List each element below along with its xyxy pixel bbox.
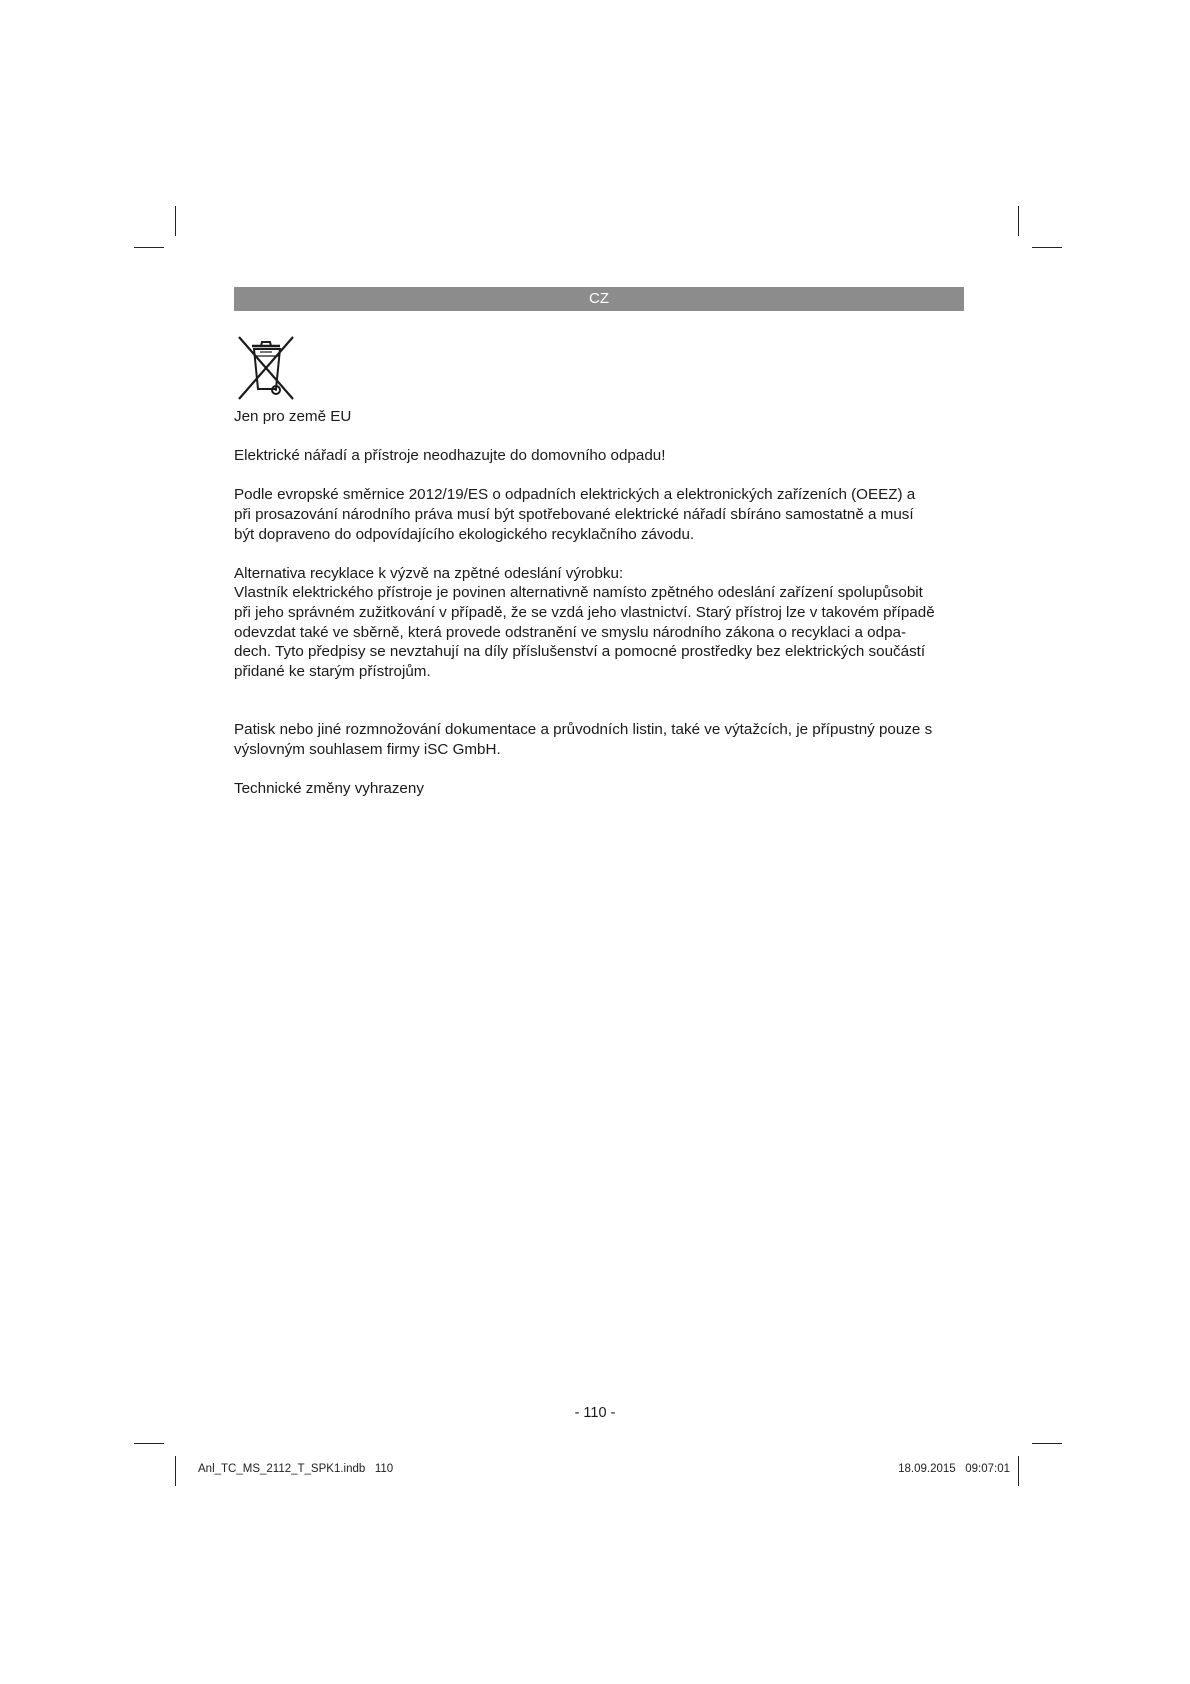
directive-paragraph	[234, 485, 964, 544]
print-timestamp: 18.09.2015 09:07:01	[898, 1463, 1010, 1475]
crop-mark-top-right-vertical	[1018, 206, 1019, 236]
paragraph-line: při prosazování národního práva musí být spotřebované elektrické nářadí sbíráno samostatně a musí	[234, 505, 914, 523]
crop-mark-top-left-horizontal	[134, 247, 164, 248]
eu-only-note: Jen pro země EU	[234, 408, 352, 425]
recycling-alternative-paragraph	[234, 564, 964, 682]
crop-mark-top-left-vertical	[175, 206, 176, 236]
crop-mark-bottom-left-horizontal	[134, 1443, 164, 1444]
crop-mark-bottom-right-vertical	[1018, 1456, 1019, 1486]
document-body	[234, 407, 964, 799]
crop-mark-bottom-left-vertical	[175, 1456, 176, 1486]
file-slug: Anl_TC_MS_2112_T_SPK1.indb 110	[198, 1463, 394, 1475]
language-header-bar	[234, 287, 964, 311]
language-code: CZ	[589, 290, 609, 307]
crop-mark-bottom-right-horizontal	[1032, 1443, 1062, 1444]
paragraph-line: Podle evropské směrnice 2012/19/ES o odpadních elektrických a elektronických zařízeních (OEEZ) a	[234, 486, 916, 504]
paragraph-line: odevzdat také ve sběrně, která provede odstranění ve smyslu národního zákona o recyklaci a odpa-	[234, 623, 907, 641]
crossed-out-wheelie-bin-icon	[234, 334, 298, 402]
paragraph-line: přidané ke starým přístrojům.	[234, 662, 431, 680]
paragraph-line: být dopraveno do odpovídajícího ekologického recyklačního závodu.	[234, 525, 695, 543]
page-number: - 110 -	[574, 1405, 616, 1421]
paragraph-line: Patisk nebo jiné rozmnožování dokumentace a průvodních listin, také ve výtažcích, je přípustný pouze s	[234, 721, 933, 739]
disposal-warning: Elektrické nářadí a přístroje neodhazujte do domovního odpadu!	[234, 447, 666, 465]
crop-mark-top-right-horizontal	[1032, 247, 1062, 248]
paragraph-line: výslovným souhlasem firmy iSC GmbH.	[234, 740, 501, 758]
copyright-paragraph	[234, 720, 964, 759]
paragraph-line: při jeho správném zužitkování v případě, že se vzdá jeho vlastnictví. Starý přístroj lze v takovém případě	[234, 603, 935, 621]
paragraph-line: Alternativa recyklace k výzvě na zpětné odeslání výrobku:	[234, 564, 624, 582]
technical-changes-note: Technické změny vyhrazeny	[234, 780, 424, 798]
paragraph-line: Vlastník elektrického přístroje je povinen alternativně namísto zpětného odeslání zařízení spolupůsobit	[234, 584, 923, 602]
paragraph-line: dech. Tyto předpisy se nevztahují na díly příslušenství a pomocné prostředky bez elektrických součástí	[234, 643, 926, 661]
